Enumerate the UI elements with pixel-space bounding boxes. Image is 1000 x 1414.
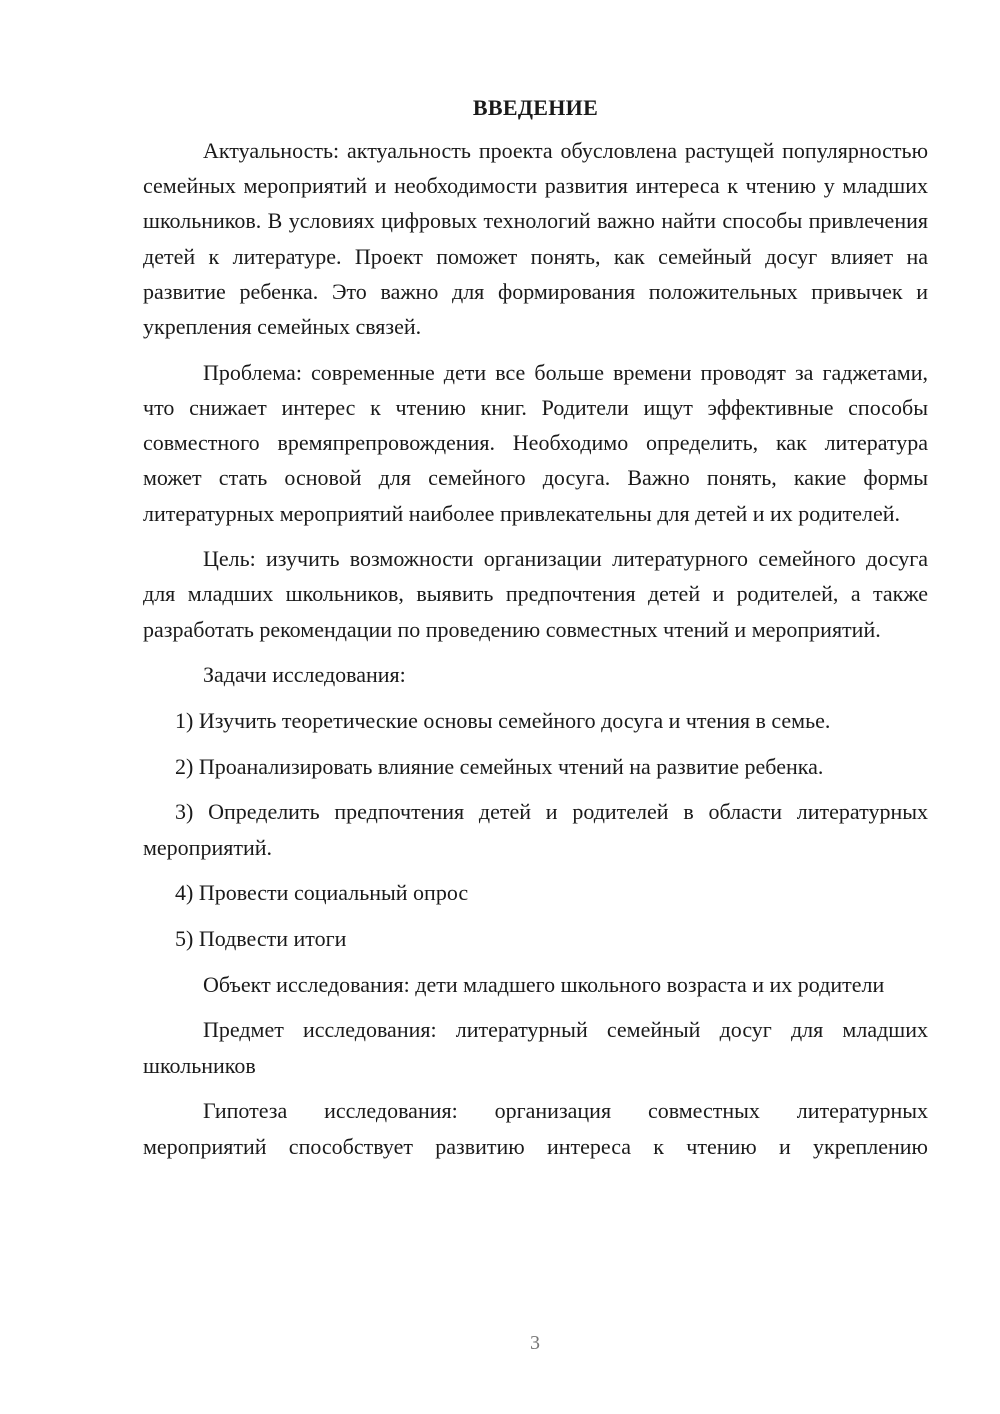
page-number: 3 xyxy=(530,1332,540,1354)
task-text: Подвести итоги xyxy=(198,926,347,952)
task-text: Изучить теоретические основы семейного досуга и чтения в семье. xyxy=(198,708,831,734)
document-page xyxy=(143,90,928,1174)
task-text: Определить предпочтения детей и родителей в области литературных мероприятий. xyxy=(143,799,929,860)
task-number: 2) xyxy=(175,753,194,779)
hypothesis-paragraph: Гипотеза исследования: организация совместных литературных мероприятий способствует развитию интереса к чтению и укреплению xyxy=(143,1098,928,1159)
task-item-4 xyxy=(143,875,928,910)
task-text: Проанализировать влияние семейных чтений на развитие ребенка. xyxy=(198,753,824,779)
task-item-5 xyxy=(143,921,928,956)
task-item-3 xyxy=(143,794,928,864)
task-item-1 xyxy=(143,703,928,738)
task-number: 4) xyxy=(175,880,194,906)
goal-paragraph: Цель: изучить возможности организации литературного семейного досуга для младших школьников, выявить предпочтения детей и родителей, а также разработать рекомендации по проведению совместных чтений и мероприятий. xyxy=(143,546,928,642)
task-item-2 xyxy=(143,749,928,784)
tasks-heading: Задачи исследования: xyxy=(203,662,406,688)
task-text: Провести социальный опрос xyxy=(198,880,469,906)
task-number: 5) xyxy=(175,926,194,952)
subject-paragraph: Предмет исследования: литературный семейный досуг для младших школьников xyxy=(143,1017,928,1078)
task-number: 3) xyxy=(175,799,194,825)
problem-paragraph: Проблема: современные дети все больше времени проводят за гаджетами, что снижает интерес к чтению книг. Родители ищут эффективные способы совместного времяпрепровождения. Необходимо определить, как литература может стать основой для семейного досуга. Важно понять, какие формы литературных мероприятий наиболее привлекательны для детей и их родителей. xyxy=(143,359,928,526)
relevance-paragraph: Актуальность: актуальность проекта обусловлена растущей популярностью семейных мероприятий и необходимости развития интереса к чтению у младших школьников. В условиях цифровых технологий важно найти способы привлечения детей к литературе. Проект поможет понять, как семейный досуг влияет на развитие ребенка. Это важно для формирования положительных привычек и укрепления семейных связей. xyxy=(143,138,928,340)
task-number: 1) xyxy=(175,708,194,734)
section-title: ВВЕДЕНИЕ xyxy=(472,95,599,120)
object-paragraph: Объект исследования: дети младшего школьного возраста и их родители xyxy=(203,971,885,997)
